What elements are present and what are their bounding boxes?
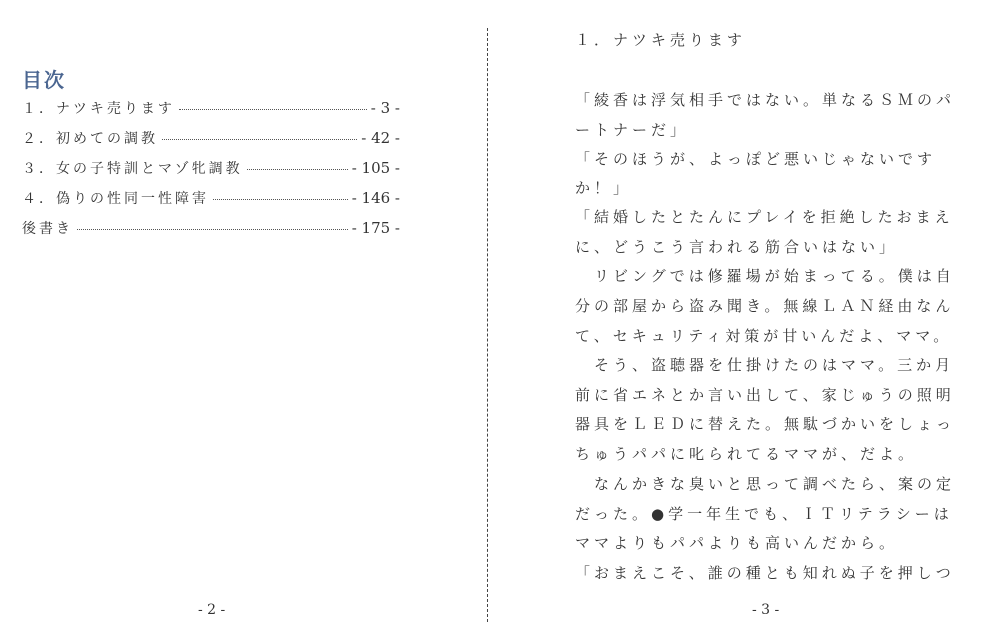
- toc-leader-dots: [162, 139, 357, 140]
- text-line: に、どうこう言われる筋合いはない」: [575, 238, 899, 256]
- text-line: リビングでは修羅場が始まってる。僕は自: [575, 267, 955, 285]
- text-line: ートナーだ」: [575, 121, 690, 139]
- toc-entry-label: ４．偽りの性同一性障害: [22, 191, 209, 207]
- toc-entry-label: ２．初めての調教: [22, 131, 158, 147]
- right-page: [488, 0, 1000, 640]
- toc-entry-page: - 146 -: [351, 189, 400, 207]
- page-number-left: - 2 -: [198, 602, 226, 618]
- toc-leader-dots: [77, 229, 348, 230]
- toc-entry-label: １．ナツキ売ります: [22, 101, 175, 117]
- text-line: か！」: [575, 179, 633, 197]
- text-line: 分の部屋から盗み聞き。無線ＬＡＮ経由なん: [575, 297, 955, 315]
- toc-leader-dots: [179, 109, 367, 110]
- toc-entry[interactable]: [22, 218, 400, 238]
- toc-entry-page: - 105 -: [351, 159, 400, 177]
- text-line: 「そのほうが、よっぽど悪いじゃないです: [575, 150, 937, 168]
- toc-entry[interactable]: [22, 158, 400, 178]
- page-number-right: - 3 -: [752, 602, 780, 618]
- text-line: 「結婚したとたんにプレイを拒絶したおまえ: [575, 208, 954, 226]
- text-line: なんかきな臭いと思って調べたら、案の定: [575, 475, 956, 493]
- text-line: そう、盗聴器を仕掛けたのはママ。三か月: [575, 356, 955, 374]
- toc-entry-page: - 3 -: [370, 99, 400, 117]
- text-line: だった。●学一年生でも、ＩＴリテラシーは: [575, 505, 953, 523]
- toc-entry[interactable]: [22, 128, 400, 148]
- toc-entry[interactable]: [22, 98, 400, 118]
- text-line: 「おまえこそ、誰の種とも知れぬ子を押しつ: [575, 564, 955, 582]
- text-line: て、セキュリティ対策が甘いんだよ、ママ。: [575, 327, 953, 345]
- text-line: ちゅうパパに叱られてるママが、だよ。: [575, 445, 918, 463]
- text-line: 器具をＬＥＤに替えた。無駄づかいをしょっ: [575, 415, 956, 433]
- toc-leader-dots: [247, 169, 348, 170]
- toc-entry-page: - 42 -: [361, 129, 400, 147]
- left-page: [0, 0, 487, 640]
- toc-entry-label: 後書き: [22, 221, 73, 237]
- toc-entry[interactable]: [22, 188, 400, 208]
- toc-leader-dots: [213, 199, 348, 200]
- toc-entry-page: - 175 -: [351, 219, 400, 237]
- toc-title: 目次: [22, 68, 66, 92]
- text-line: 前に省エネとか言い出して、家じゅうの照明: [575, 386, 955, 404]
- toc-entry-label: ３．女の子特訓とマゾ牝調教: [22, 161, 243, 177]
- chapter-title: １．ナツキ売ります: [575, 31, 746, 49]
- text-line: 「綾香は浮気相手ではない。単なるＳＭのパ: [575, 91, 956, 109]
- text-line: ママよりもパパよりも高いんだから。: [575, 534, 899, 552]
